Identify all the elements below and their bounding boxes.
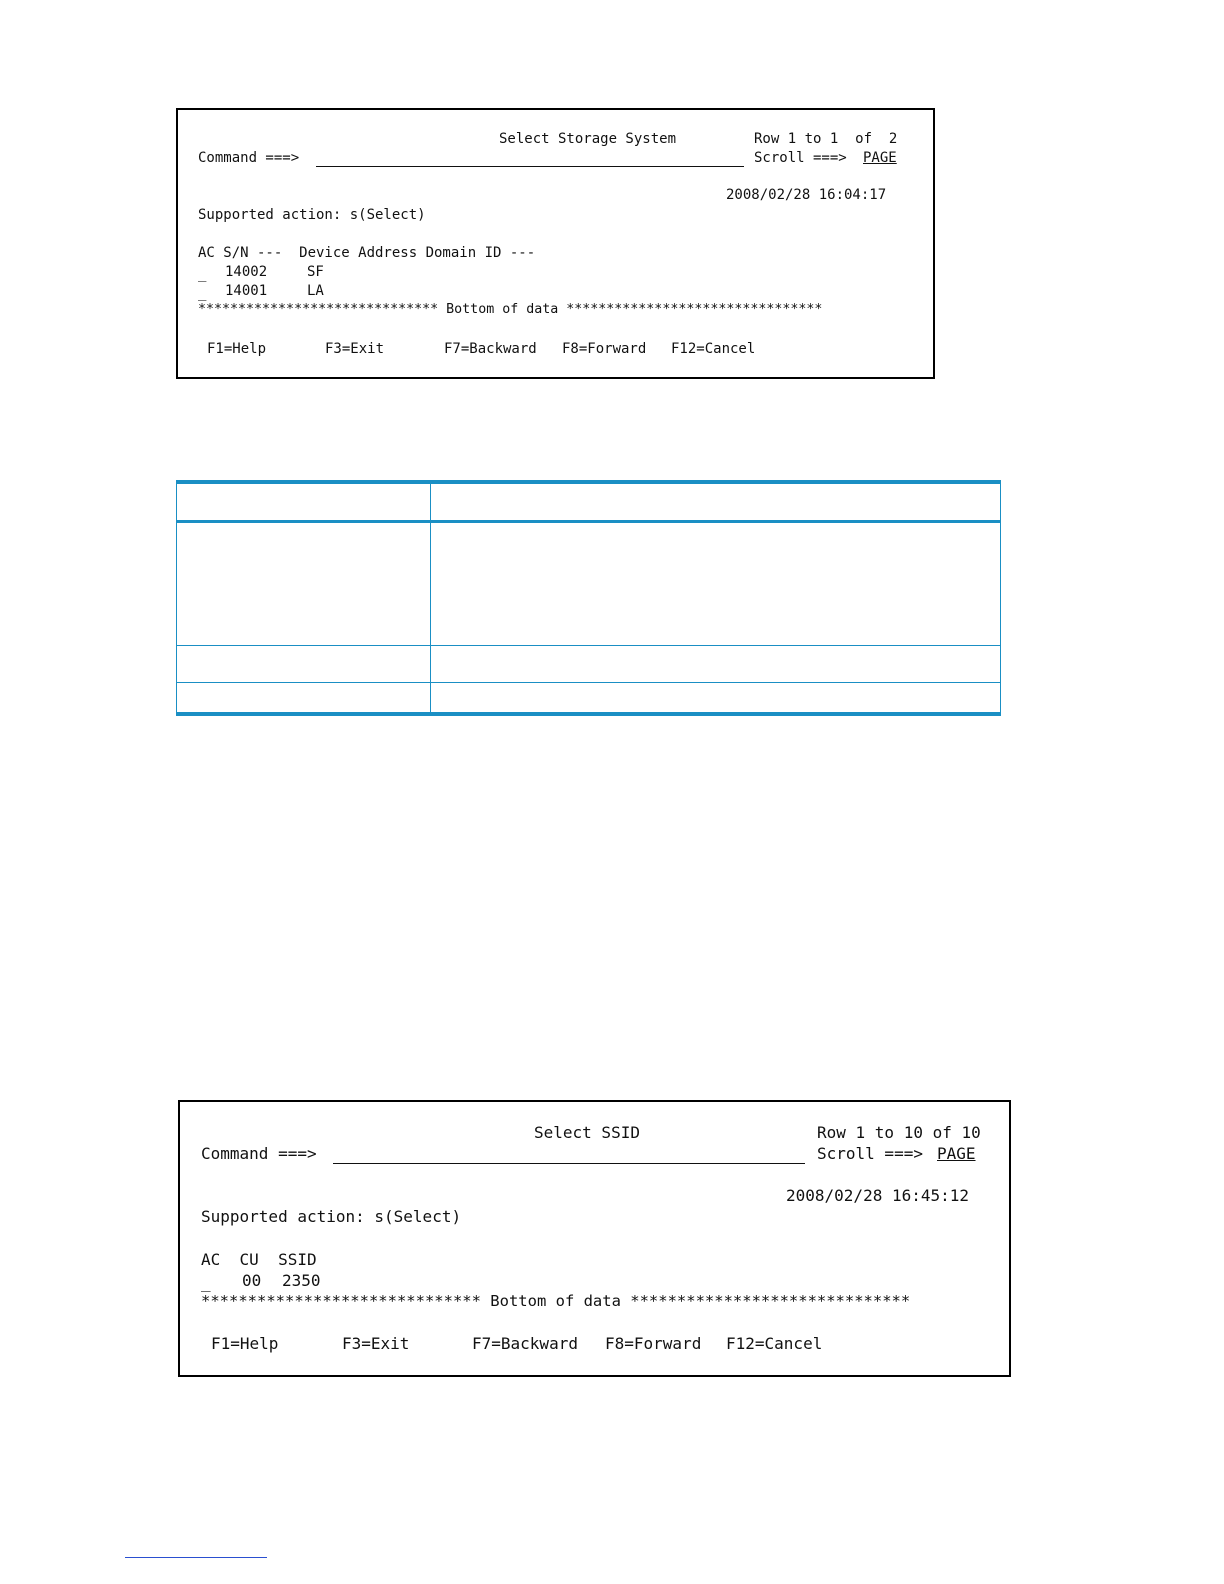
column-headers: AC S/N --- Device Address Domain ID --- [198,245,536,261]
f1-help-key[interactable]: F1=Help [207,341,267,357]
command-input[interactable] [333,1163,805,1164]
description-table [176,480,1001,716]
supported-action-text: Supported action: s(Select) [198,207,426,223]
f8-forward-key[interactable]: F8=Forward [605,1334,702,1353]
row-indicator: Row 1 to 10 of 10 [817,1123,981,1142]
f7-backward-key[interactable]: F7=Backward [444,341,537,357]
timestamp: 2008/02/28 16:45:12 [786,1186,970,1205]
row-domain-id: LA [307,283,324,299]
f7-backward-key[interactable]: F7=Backward [472,1334,578,1353]
f3-exit-key[interactable]: F3=Exit [342,1334,410,1353]
row-action-field[interactable]: _ [198,266,207,282]
select-ssid-screen [178,1100,1011,1377]
bottom-of-data-marker: ****************************** Bottom of data ****************************** [201,1292,911,1310]
timestamp: 2008/02/28 16:04:17 [726,187,887,203]
row-indicator: Row 1 to 1 of 2 [754,131,898,147]
f3-exit-key[interactable]: F3=Exit [325,341,385,357]
f1-help-key[interactable]: F1=Help [211,1334,279,1353]
table-row [176,523,1001,646]
scroll-amount-field[interactable]: PAGE [937,1144,976,1163]
row-serial-number: 14002 [225,264,268,280]
f12-cancel-key[interactable]: F12=Cancel [671,341,756,357]
scroll-label: Scroll ===> [754,150,847,166]
column-headers: AC CU SSID [201,1250,317,1269]
screen-title: Select SSID [534,1123,640,1142]
footer-link-underline[interactable] [125,1557,267,1558]
row-serial-number: 14001 [225,283,268,299]
screen-title: Select Storage System [499,131,677,147]
table-row [176,646,1001,683]
row-action-field[interactable]: _ [198,285,207,301]
command-label: Command ===> [201,1144,317,1163]
scroll-amount-field[interactable]: PAGE [863,150,897,166]
supported-action-text: Supported action: s(Select) [201,1207,462,1226]
scroll-label: Scroll ===> [817,1144,923,1163]
row-ssid: 2350 [282,1271,321,1290]
command-input[interactable] [316,166,744,167]
f12-cancel-key[interactable]: F12=Cancel [726,1334,823,1353]
row-domain-id: SF [307,264,324,280]
row-action-field[interactable]: _ [201,1273,211,1292]
bottom-of-data-marker: ****************************** Bottom of data ******************************** [198,302,823,317]
select-storage-system-screen [176,108,935,379]
command-label: Command ===> [198,150,300,166]
row-cu: 00 [242,1271,262,1290]
f8-forward-key[interactable]: F8=Forward [562,341,647,357]
table-header-row [176,484,1001,523]
table-column-divider [430,484,431,712]
